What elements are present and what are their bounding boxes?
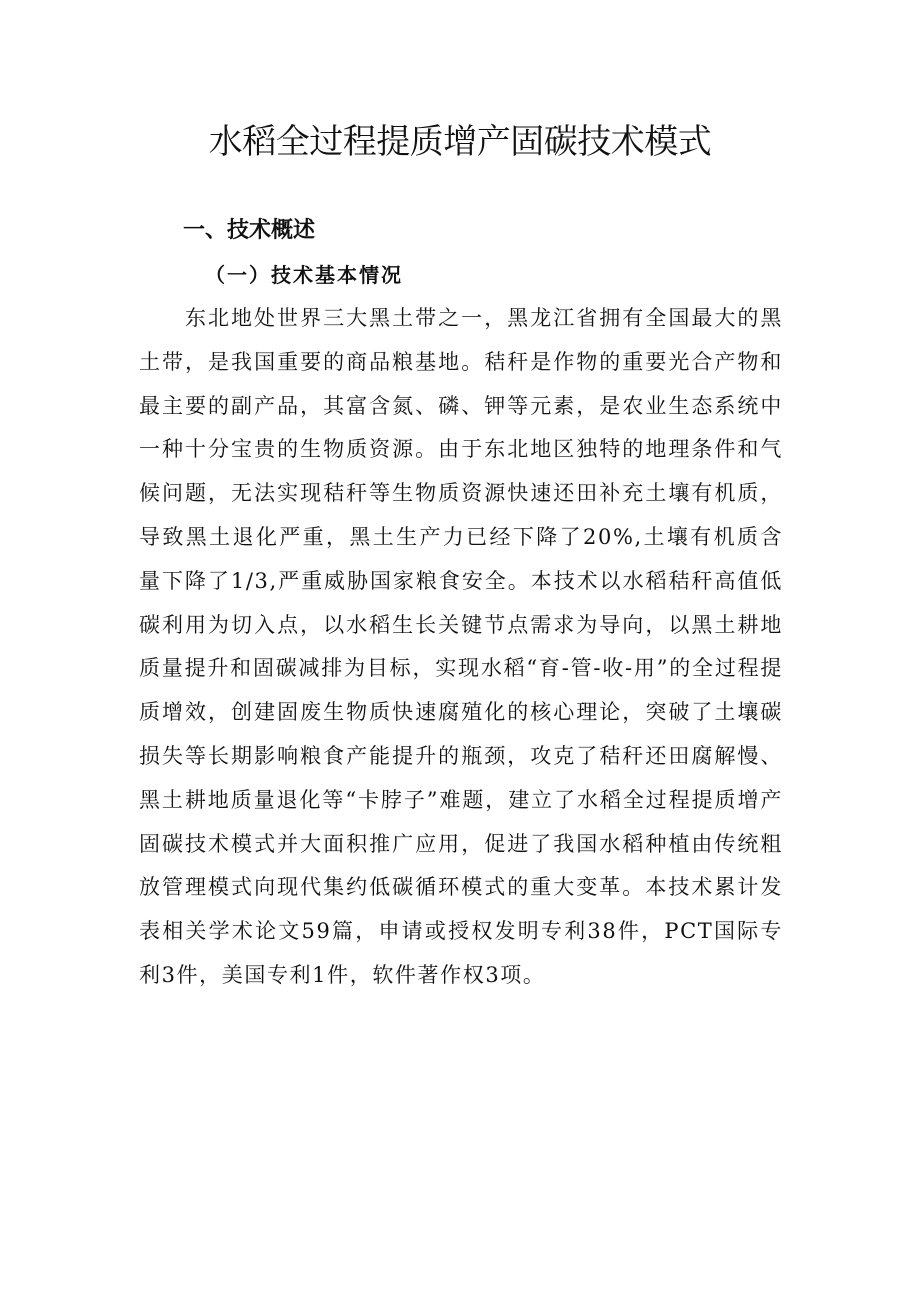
section-heading: 一、技术概述 <box>183 218 316 243</box>
subsection-heading: （一）技术基本情况 <box>205 263 403 287</box>
body-paragraph: 东北地处世界三大黑土带之一，黑龙江省拥有全国最大的黑土带，是我国重要的商品粮基地。秸秆是作物的重要光合产物和最主要的副产品，其富含氮、磷、钾等元素，是农业生态系统中一种十分宝贵的生物质资源。由于东北地区独特的地理条件和气候问题，无法实现秸秆等生物质资源快速还田补充土壤有机质，导致黑土退化严重，黑土生产力已经下降了20%,土壤有机质含量下降了1/3,严重威胁国家粮食安全。本技术以水稻秸秆高值低碳利用为切入点，以水稻生长关键节点需求为导向，以黑土耕地质量提升和固碳减排为目标，实现水稻“育-管-收-用”的全过程提质增效，创建固废生物质快速腐殖化的核心理论，突破了土壤碳损失等长期影响粮食产能提升的瓶颈，攻克了秸秆还田腐解慢、黑土耕地质量退化等“卡脖子”难题，建立了水稻全过程提质增产固碳技术模式并大面积推广应用，促进了我国水稻种植由传统粗放管理模式向现代集约低碳循环模式的重大变革。本技术累计发表相关学术论文59篇，申请或授权发明专利38件，PCT国际专利3件，美国专利1件，软件著作权3项。 <box>139 306 783 987</box>
document-title: 水稻全过程提质增产固碳技术模式 <box>208 122 712 162</box>
